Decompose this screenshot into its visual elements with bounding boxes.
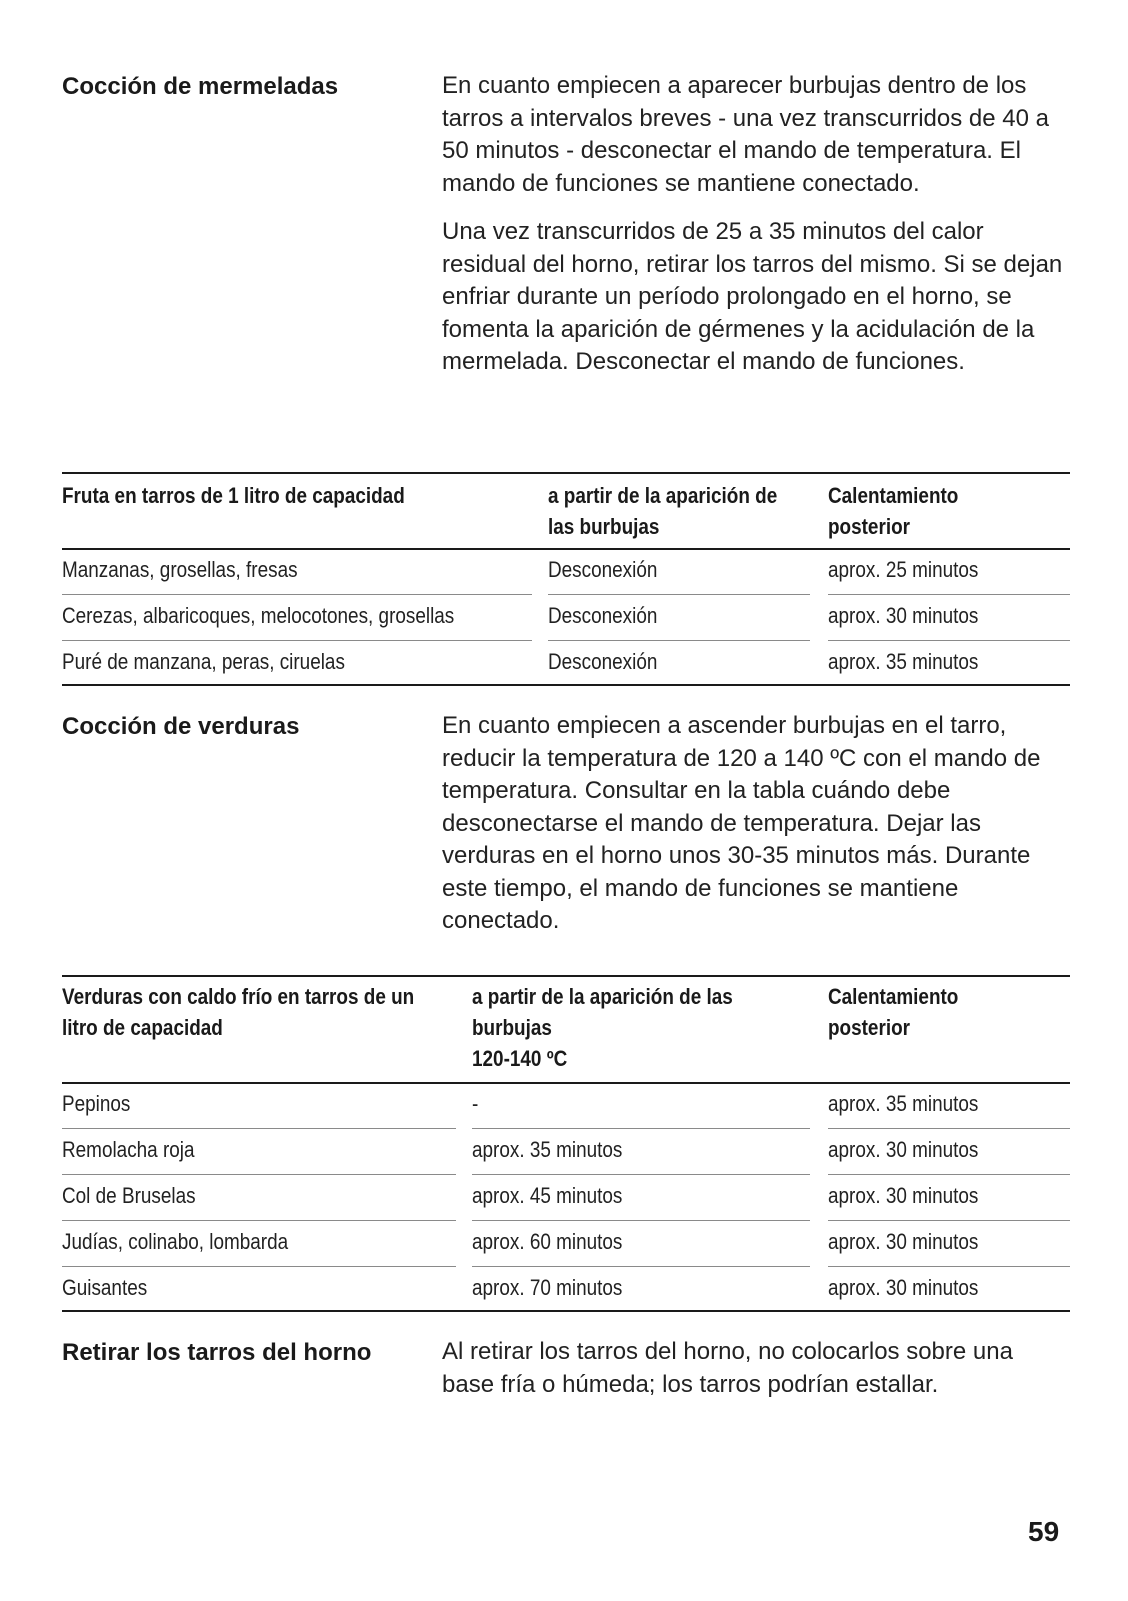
veg-cell: aprox. 30 minutos: [828, 1137, 979, 1162]
table-rule: [62, 1082, 1070, 1084]
fruit-cell: aprox. 30 minutos: [828, 603, 979, 628]
row-separator: [472, 1128, 810, 1129]
section-heading-vegetables: Cocción de verduras: [62, 713, 300, 740]
vegetables-body: [442, 710, 1067, 954]
veg-col-header-3: Calentamiento posterior: [828, 984, 959, 1040]
row-separator: [472, 1174, 810, 1175]
row-separator: [828, 640, 1070, 641]
fruit-col-header-2: a partir de la aparición de las burbujas: [548, 483, 778, 539]
veg-cell: Judías, colinabo, lombarda: [62, 1229, 289, 1254]
remove-jars-paragraph: Al retirar los tarros del horno, no colocarlos sobre una base fría o húmeda; los tarros podrían estallar.: [442, 1338, 1013, 1398]
veg-cell: aprox. 30 minutos: [828, 1229, 979, 1254]
row-separator: [828, 1266, 1070, 1267]
row-separator: [828, 1128, 1070, 1129]
veg-cell: Remolacha roja: [62, 1137, 195, 1162]
veg-cell: aprox. 60 minutos: [472, 1229, 623, 1254]
fruit-cell: aprox. 35 minutos: [828, 649, 979, 674]
remove-jars-body: [442, 1336, 1067, 1417]
fruit-col-header-3: Calentamiento posterior: [828, 483, 959, 539]
row-separator: [548, 640, 810, 641]
page-number: 59: [1028, 1516, 1060, 1547]
row-separator: [548, 594, 810, 595]
vegetable-table: [62, 975, 1070, 1313]
section-heading-remove-jars: Retirar los tarros del horno: [62, 1339, 372, 1366]
jam-paragraph-2: Una vez transcurridos de 25 a 35 minutos del calor residual del horno, retirar los tarros del mismo. Si se dejan enfriar durante un período prolongado en el horno, se fomenta la aparición de gérmenes y la acidulación de la mermelada. Desconectar el mando de funciones.: [442, 218, 1063, 375]
row-separator: [828, 1174, 1070, 1175]
veg-cell: aprox. 35 minutos: [828, 1091, 979, 1116]
row-separator: [828, 594, 1070, 595]
veg-cell: aprox. 30 minutos: [828, 1183, 979, 1208]
row-separator: [62, 1266, 456, 1267]
row-separator: [62, 1220, 456, 1221]
fruit-col-header-1: Fruta en tarros de 1 litro de capacidad: [62, 483, 405, 508]
fruit-cell: Manzanas, grosellas, fresas: [62, 557, 298, 582]
row-separator: [62, 1128, 456, 1129]
row-separator: [472, 1220, 810, 1221]
veg-col-header-2: a partir de la aparición de las burbujas: [472, 984, 733, 1040]
table-rule: [62, 472, 1070, 474]
veg-cell: aprox. 70 minutos: [472, 1275, 623, 1300]
row-separator: [62, 640, 532, 641]
jam-paragraph-1: En cuanto empiecen a aparecer burbujas dentro de los tarros a intervalos breves - una vez transcurridos de 40 a 50 minutos - desconectar el mando de temperatura. El mando de funciones se mantiene conectado.: [442, 72, 1049, 197]
fruit-table: [62, 472, 1070, 686]
veg-cell: Col de Bruselas: [62, 1183, 196, 1208]
fruit-cell: Puré de manzana, peras, ciruelas: [62, 649, 345, 674]
veg-cell: aprox. 45 minutos: [472, 1183, 623, 1208]
row-separator: [828, 1220, 1070, 1221]
fruit-cell: Desconexión: [548, 649, 658, 674]
veg-cell: Guisantes: [62, 1275, 148, 1300]
jam-body: [442, 70, 1067, 395]
vegetables-paragraph: En cuanto empiecen a ascender burbujas en el tarro, reducir la temperatura de 120 a 140 ºC con el mando de temperatura. Consultar en la tabla cuándo debe desconectarse el mando de temperatura. Dejar las verduras en el horno unos 30-35 minutos más. Durante este tiempo, el mando de funciones se mantiene conectado.: [442, 712, 1041, 934]
fruit-cell: Desconexión: [548, 557, 658, 582]
veg-cell: Pepinos: [62, 1091, 131, 1116]
veg-cell: aprox. 35 minutos: [472, 1137, 623, 1162]
fruit-cell: Cerezas, albaricoques, melocotones, grosellas: [62, 603, 455, 628]
section-heading-jam: Cocción de mermeladas: [62, 73, 339, 100]
table-rule: [62, 975, 1070, 977]
fruit-cell: aprox. 25 minutos: [828, 557, 979, 582]
row-separator: [62, 594, 532, 595]
table-rule: [62, 684, 1070, 686]
row-separator: [62, 1174, 456, 1175]
veg-col-header-2-temp: 120-140 ºC: [472, 1046, 568, 1071]
row-separator: [472, 1266, 810, 1267]
fruit-cell: Desconexión: [548, 603, 658, 628]
veg-cell: aprox. 30 minutos: [828, 1275, 979, 1300]
table-rule: [62, 548, 1070, 550]
veg-cell: -: [472, 1091, 479, 1116]
veg-col-header-1: Verduras con caldo frío en tarros de un litro de capacidad: [62, 984, 415, 1040]
table-rule: [62, 1310, 1070, 1312]
